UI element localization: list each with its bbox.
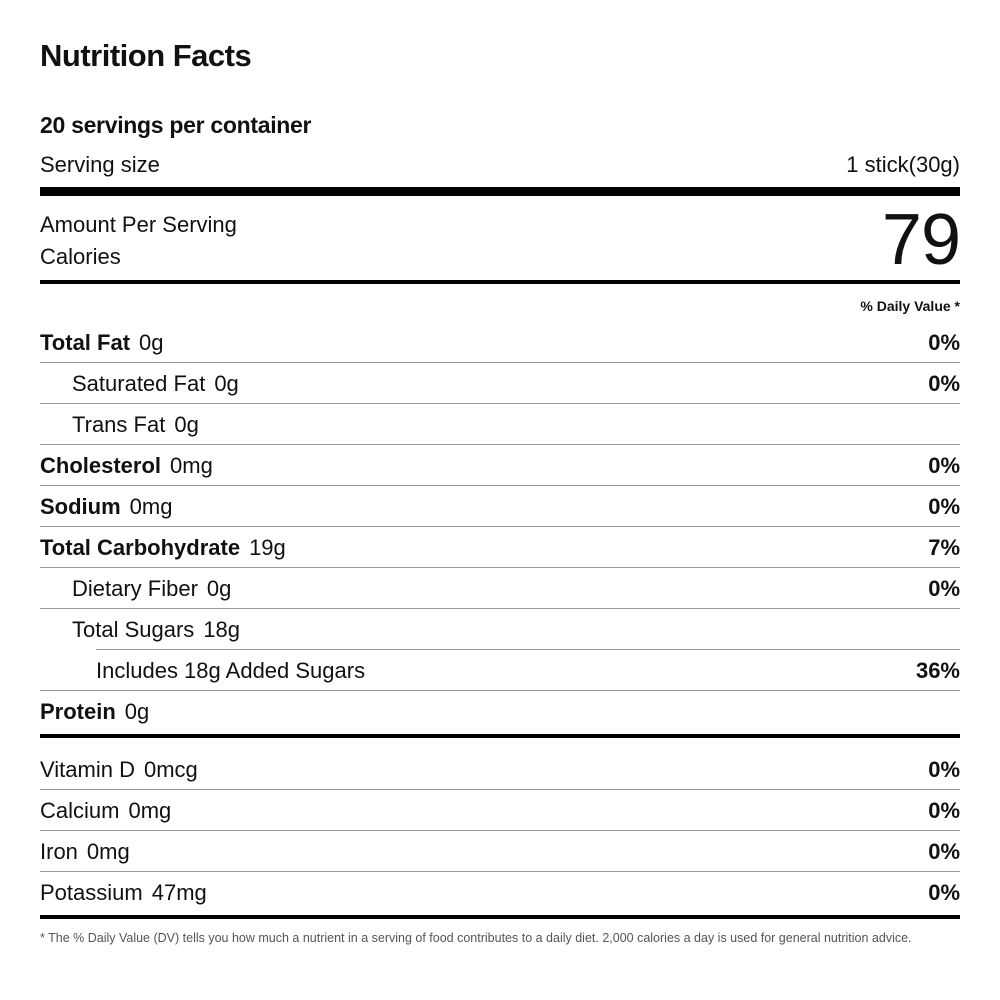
divider-medium-calories xyxy=(40,280,960,284)
nutrient-daily-value: 0% xyxy=(928,330,960,355)
nutrient-name xyxy=(40,445,213,486)
nutrient-amount: 0g xyxy=(139,330,164,355)
nutrient-amount: 0g xyxy=(174,412,199,437)
vitamin-row-iron xyxy=(40,831,960,872)
nutrient-name xyxy=(40,691,149,732)
divider-medium-bottom xyxy=(40,915,960,919)
nutrient-label: Protein xyxy=(40,699,116,724)
nutrient-amount: 0g xyxy=(206,576,232,601)
nutrient-daily-value: 7% xyxy=(928,535,960,560)
nutrient-name xyxy=(40,322,164,363)
vitamin-label: Iron xyxy=(40,839,78,864)
nutrient-label: Includes 18g Added Sugars xyxy=(96,658,366,683)
daily-value-header: % Daily Value * xyxy=(860,298,960,314)
vitamin-name xyxy=(40,749,198,790)
vitamin-amount: 0mg xyxy=(128,798,172,823)
serving-size-row xyxy=(40,149,960,181)
nutrient-amount: 0g xyxy=(124,699,150,724)
calories-label: Calories xyxy=(40,244,121,269)
nutrition-facts-label xyxy=(40,0,960,1000)
vitamin-row-vitamin-d xyxy=(40,749,960,790)
amount-per-serving-label: Amount Per Serving xyxy=(40,212,237,237)
vitamin-daily-value: 0% xyxy=(928,798,960,823)
nutrient-daily-value: 0% xyxy=(928,371,960,396)
servings-per-container: 20 servings per container xyxy=(40,112,312,138)
nutrient-daily-value: 0% xyxy=(928,453,960,478)
vitamin-label: Calcium xyxy=(40,798,120,823)
nutrient-label: Trans Fat xyxy=(72,412,166,437)
nutrient-row-sodium xyxy=(40,486,960,527)
label-title: Nutrition Facts xyxy=(40,38,252,73)
nutrient-amount: 0mg xyxy=(129,494,173,519)
nutrient-label: Dietary Fiber xyxy=(72,576,198,601)
nutrient-row-cholesterol xyxy=(40,445,960,486)
nutrient-name xyxy=(72,568,231,609)
nutrient-label: Cholesterol xyxy=(40,453,162,478)
divider-medium-vitamins xyxy=(40,734,960,738)
vitamin-amount: 0mg xyxy=(86,839,130,864)
divider-thick-top xyxy=(40,187,960,196)
vitamin-daily-value: 0% xyxy=(928,839,960,864)
nutrient-amount: 18g xyxy=(203,617,241,642)
nutrient-label: Sodium xyxy=(40,494,121,519)
nutrient-label: Total Sugars xyxy=(72,617,195,642)
vitamin-daily-value: 0% xyxy=(928,880,960,905)
nutrient-name xyxy=(72,609,240,650)
nutrient-amount: 19g xyxy=(249,535,286,560)
vitamin-name xyxy=(40,872,207,913)
vitamin-label: Potassium xyxy=(40,880,143,905)
nutrient-name xyxy=(72,363,239,404)
vitamin-daily-value: 0% xyxy=(928,757,960,782)
nutrient-row-total-sugars xyxy=(40,609,960,650)
nutrient-daily-value: 0% xyxy=(928,576,960,601)
vitamin-row-calcium xyxy=(40,790,960,831)
vitamin-amount: 47mg xyxy=(151,880,207,905)
nutrient-row-added-sugars xyxy=(40,650,960,691)
nutrient-name xyxy=(72,404,199,445)
nutrient-row-dietary-fiber xyxy=(40,568,960,609)
nutrient-daily-value: 0% xyxy=(928,494,960,519)
nutrient-name xyxy=(40,527,286,568)
nutrient-row-trans-fat xyxy=(40,404,960,445)
nutrient-label: Total Fat xyxy=(40,330,131,355)
nutrient-name xyxy=(96,650,365,691)
vitamin-row-potassium xyxy=(40,872,960,913)
daily-value-footnote: * The % Daily Value (DV) tells you how much a nutrient in a serving of food contributes to a daily diet. 2,000 calories a day is used for general nutrition advice. xyxy=(40,931,912,945)
calories-value: 79 xyxy=(881,200,960,280)
nutrient-label: Total Carbohydrate xyxy=(40,535,241,560)
vitamin-name xyxy=(40,790,171,831)
nutrient-row-saturated-fat xyxy=(40,363,960,404)
nutrient-row-total-carbohydrate xyxy=(40,527,960,568)
nutrient-name xyxy=(40,486,172,527)
vitamin-amount: 0mcg xyxy=(143,757,198,782)
nutrient-row-protein xyxy=(40,691,960,732)
nutrient-label: Saturated Fat xyxy=(72,371,206,396)
nutrient-row-total-fat xyxy=(40,322,960,363)
nutrient-daily-value: 36% xyxy=(915,658,960,683)
nutrient-amount: 0g xyxy=(214,371,239,396)
vitamin-name xyxy=(40,831,130,872)
serving-size-value: 1 stick(30g) xyxy=(846,152,960,177)
nutrient-amount: 0mg xyxy=(170,453,213,478)
serving-size-label: Serving size xyxy=(40,152,160,177)
vitamin-label: Vitamin D xyxy=(40,757,135,782)
